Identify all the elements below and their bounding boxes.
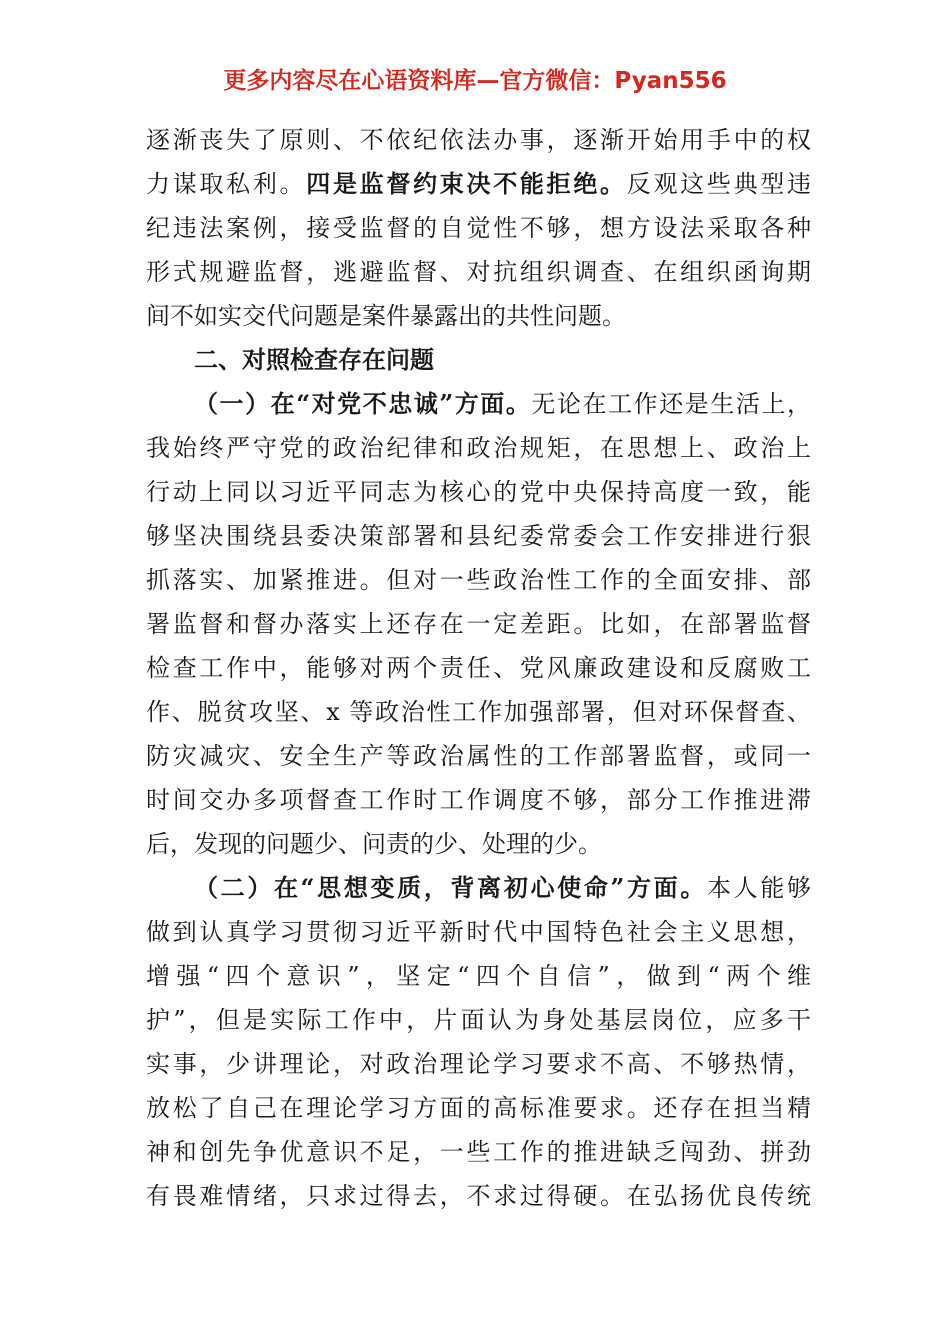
text-line: 形式规避监督，逃避监督、对抗组织调查、在组织函询期 [146,258,811,286]
text-line: 力谋取私利。四是监督约束决不能拒绝。反观这些典型违 [146,169,811,198]
text-line: 护”，但是实际工作中，片面认为身处基层岗位，应多干 [146,1006,811,1034]
text-line: 行动上同以习近平同志为核心的党中央保持高度一致，能 [146,478,811,506]
bold-phrase: （二）在“思想变质，背离初心使命”方面。 [194,873,707,902]
text-line: 间不如实交代问题是案件暴露出的共性问题。 [146,302,626,330]
document-body [146,118,811,1218]
text-line: 逐渐丧失了原则、不依纪依法办事，逐渐开始用手中的权 [146,126,811,154]
text-line: 署监督和督办落实上还存在一定差距。比如，在部署监督 [146,610,811,638]
text-line: 时间交办多项督查工作时工作调度不够，部分工作推进滞 [146,786,811,814]
text-line: 有畏难情绪，只求过得去，不求过得硬。在弘扬优良传统 [146,1182,811,1210]
bold-phrase: （一）在“对党不忠诚”方面。 [194,389,532,418]
bold-phrase: 四是监督约束决不能拒绝。 [306,169,627,198]
text-line: 够坚决围绕县委决策部署和县纪委常委会工作安排进行狠 [146,522,811,550]
text-line: 作、脱贫攻坚、x 等政治性工作加强部署，但对环保督查、 [146,698,811,726]
text-line: 检查工作中，能够对两个责任、党风廉政建设和反腐败工 [146,654,811,682]
text-line: （一）在“对党不忠诚”方面。无论在工作还是生活上， [194,389,812,418]
section-heading: 二、对照检查存在问题 [194,345,434,374]
text-line: 我始终严守党的政治纪律和政治规矩，在思想上、政治上 [146,434,811,462]
text-line: 神和创先争优意识不足，一些工作的推进缺乏闯劲、拼劲 [146,1138,811,1166]
text-line: 纪违法案例，接受监督的自觉性不够，想方设法采取各种 [146,214,811,242]
watermark-banner: 更多内容尽在心语资料库—官方微信：Pyan556 [223,68,727,94]
text-line: 放松了自己在理论学习方面的高标准要求。还存在担当精 [146,1094,811,1122]
text-line: 实事，少讲理论，对政治理论学习要求不高、不够热情， [146,1050,811,1078]
text-line: 抓落实、加紧推进。但对一些政治性工作的全面安排、部 [146,566,811,594]
text-line: 做到认真学习贯彻习近平新时代中国特色社会主义思想， [146,918,811,946]
text-line: 后，发现的问题少、问责的少、处理的少。 [146,830,602,858]
text-line: 增强“四个意识”，坚定“四个自信”，做到“两个维 [146,962,811,990]
text-line: （二）在“思想变质，背离初心使命”方面。本人能够 [194,873,812,902]
text-line: 防灾减灾、安全生产等政治属性的工作部署监督，或同一 [146,742,811,770]
